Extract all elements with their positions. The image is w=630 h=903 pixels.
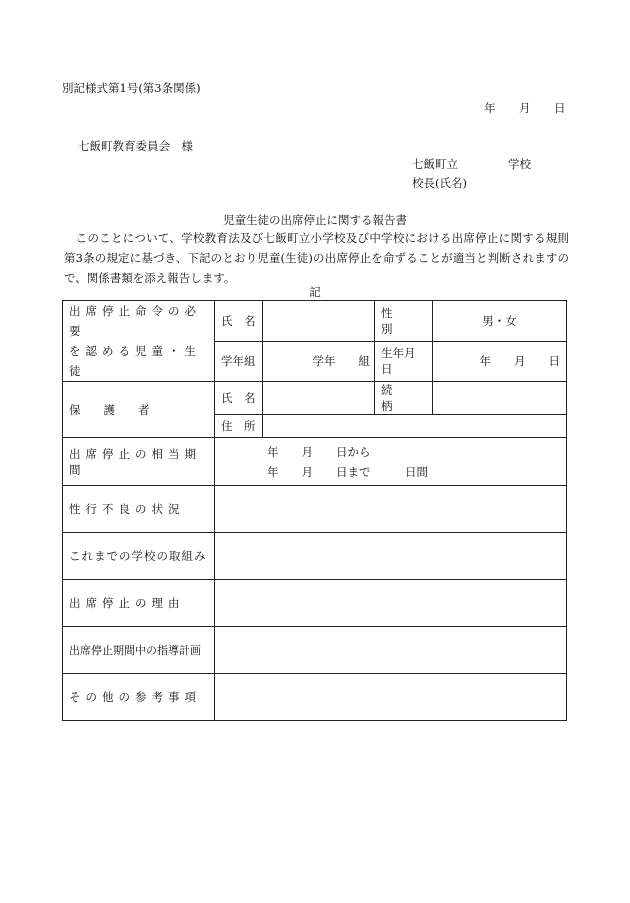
- conduct-label: 性行不良の状況: [63, 486, 215, 533]
- period-label: 出席停止の相当期間: [63, 438, 215, 486]
- report-table: [62, 300, 567, 721]
- body-text: このことについて、学校教育法及び七飯町立小学校及び中学校における出席停止に関する規則第3条の規定に基づき、下記のとおり児童(生徒)の出席停止を命ずることが適当と判断されますので、関係書類を添え報告します。: [64, 231, 569, 285]
- gender-label: 性 別: [375, 301, 433, 342]
- sender-principal: 校長(氏名): [412, 176, 467, 190]
- school-efforts-label: これまでの学校の取組み: [63, 533, 215, 580]
- address-value[interactable]: [263, 415, 567, 438]
- guidance-plan-value[interactable]: [215, 627, 567, 674]
- conduct-value[interactable]: [215, 486, 567, 533]
- addressee: 七飯町教育委員会 様: [78, 139, 193, 153]
- sender-school: 七飯町立: [412, 157, 458, 171]
- relation-label: 続 柄: [375, 382, 433, 415]
- period-to: 年 月 日まで 日間: [267, 464, 428, 479]
- student-label-line1: 出席停止命令の必要: [69, 304, 201, 338]
- school-efforts-value[interactable]: [215, 533, 567, 580]
- guardian-name-label: 氏 名: [215, 382, 263, 415]
- document-title: 児童生徒の出席停止に関する報告書: [223, 213, 407, 227]
- guardian-name-value[interactable]: [263, 382, 375, 415]
- reason-value[interactable]: [215, 580, 567, 627]
- name-value[interactable]: [263, 301, 375, 342]
- date-day: 日: [554, 101, 566, 115]
- name-label: 氏 名: [215, 301, 263, 342]
- other-notes-value[interactable]: [215, 674, 567, 721]
- student-label: [63, 301, 215, 382]
- guidance-plan-label: 出席停止期間中の指導計画: [63, 627, 215, 674]
- guardian-label: 保 護 者: [63, 382, 215, 438]
- date-year: 年: [484, 101, 496, 115]
- birth-value[interactable]: 年 月 日: [433, 341, 567, 382]
- ki-label: 記: [309, 285, 321, 299]
- date-month: 月: [519, 101, 531, 115]
- other-notes-label: その他の参考事項: [63, 674, 215, 721]
- sender-school-suffix: 学校: [508, 157, 531, 171]
- form-number: 別記様式第1号(第3条関係): [62, 81, 201, 95]
- reason-label: 出席停止の理由: [63, 580, 215, 627]
- address-label: 住 所: [215, 415, 263, 438]
- period-from: 年 月 日から: [267, 444, 371, 459]
- gender-value[interactable]: 男・女: [433, 301, 567, 342]
- birth-label: 生年月日: [375, 341, 433, 382]
- relation-value[interactable]: [433, 382, 567, 415]
- student-label-line2: を認める児童・生徒: [69, 344, 201, 378]
- period-value[interactable]: [215, 438, 567, 486]
- grade-label: 学年組: [215, 341, 263, 382]
- grade-value[interactable]: 学年 組: [263, 341, 375, 382]
